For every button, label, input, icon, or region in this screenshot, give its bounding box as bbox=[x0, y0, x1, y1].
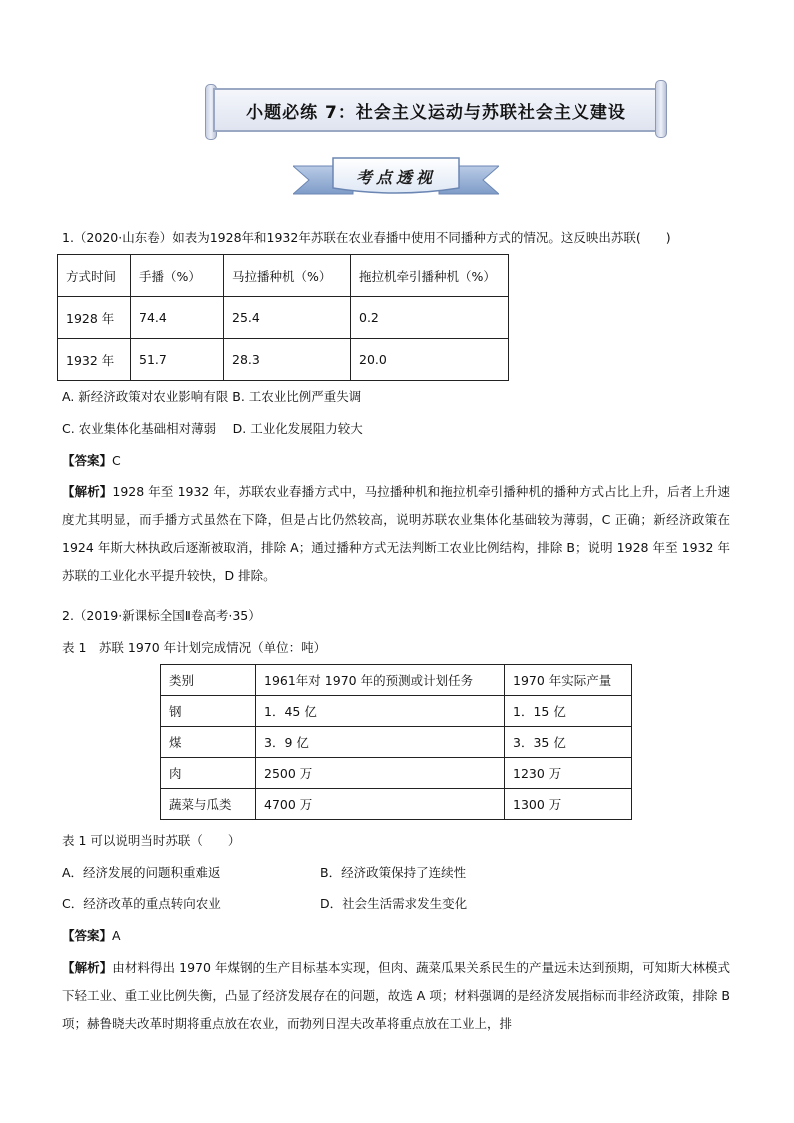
table-row bbox=[58, 339, 509, 381]
section-badge bbox=[293, 152, 499, 202]
table-cell: 1932 年 bbox=[58, 339, 131, 381]
answer-label: 【答案】 bbox=[62, 453, 113, 468]
title-banner bbox=[205, 80, 667, 142]
q2-analysis bbox=[62, 954, 730, 1038]
analysis-text: 由材料得出 1970 年煤钢的生产目标基本实现，但肉、蔬菜瓜果关系民生的产量远未达到预期，可知斯大林模式下轻工业、重工业比例失衡，凸显了经济发展存在的问题，故选 A 项；材料强调的是经济发展指标而非经济政策，排除 B 项；赫鲁晓夫改革时期将重点放在农业，而勃列日涅夫改革将重点放在工业上，排 bbox=[62, 960, 730, 1031]
table-cell: 20.0 bbox=[351, 339, 509, 381]
q1-stem: 1.（2020·山东卷）如表为1928年和1932年苏联在农业春播中使用不同播种方式的情况。这反映出苏联( ) bbox=[62, 230, 671, 245]
table-row bbox=[161, 696, 632, 727]
table-cell: 3．9 亿 bbox=[256, 727, 505, 758]
table-row bbox=[58, 297, 509, 339]
q2-stem: 2.（2019·新课标全国Ⅱ卷高考·35） bbox=[62, 608, 261, 623]
table-cell: 1．15 亿 bbox=[505, 696, 632, 727]
scroll-roll-right bbox=[655, 80, 667, 138]
q1-options-line1: A. 新经济政策对农业影响有限 B. 工农业比例严重失调 bbox=[62, 389, 362, 404]
table-cell: 煤 bbox=[161, 727, 256, 758]
table-cell: 1230 万 bbox=[505, 758, 632, 789]
table-cell: 28.3 bbox=[224, 339, 351, 381]
q2-table bbox=[160, 664, 632, 820]
q2-option-c: C．经济改革的重点转向农业 bbox=[62, 896, 221, 911]
table-header-cell: 类别 bbox=[161, 665, 256, 696]
title-box bbox=[213, 88, 659, 132]
table-row bbox=[161, 758, 632, 789]
table-cell: 1928 年 bbox=[58, 297, 131, 339]
table-cell: 25.4 bbox=[224, 297, 351, 339]
table-cell: 0.2 bbox=[351, 297, 509, 339]
table-header-cell: 1961年对 1970 年的预测或计划任务 bbox=[256, 665, 505, 696]
table-cell: 74.4 bbox=[131, 297, 224, 339]
analysis-text: 1928 年至 1932 年，苏联农业春播方式中，马拉播种机和拖拉机牵引播种机的播种方式占比上升，后者上升速度尤其明显，而手播方式虽然在下降，但是占比仍然较高，说明苏联农业集体化基础较为薄弱，C 正确；新经济政策在 1924 年斯大林执政后逐渐被取消，排除 A；通过播种方式无法判断工农业比例结构，排除 B；说明 1928 年至 1932 年苏联的工业化水平提升较快，D 排除。 bbox=[62, 484, 730, 583]
q1-options-line2: C. 农业集体化基础相对薄弱 D. 工业化发展阻力较大 bbox=[62, 421, 363, 436]
q2-question: 表 1 可以说明当时苏联（ ） bbox=[62, 833, 241, 848]
q1-answer bbox=[62, 453, 121, 469]
table-header-cell: 手播（%） bbox=[131, 255, 224, 297]
table-header-cell: 1970 年实际产量 bbox=[505, 665, 632, 696]
analysis-label: 【解析】 bbox=[62, 960, 113, 975]
q1-analysis bbox=[62, 478, 730, 590]
q2-option-b: B．经济政策保持了连续性 bbox=[320, 865, 467, 880]
answer-label: 【答案】 bbox=[62, 928, 113, 943]
q2-option-d: D．社会生活需求发生变化 bbox=[320, 896, 468, 911]
table-cell: 3．35 亿 bbox=[505, 727, 632, 758]
table-row bbox=[161, 727, 632, 758]
table-cell: 1．45 亿 bbox=[256, 696, 505, 727]
table-header-cell: 方式时间 bbox=[58, 255, 131, 297]
table-cell: 1300 万 bbox=[505, 789, 632, 820]
table-header-row bbox=[58, 255, 509, 297]
table-cell: 4700 万 bbox=[256, 789, 505, 820]
table-header-cell: 马拉播种机（%） bbox=[224, 255, 351, 297]
q2-option-a: A．经济发展的问题积重难返 bbox=[62, 865, 221, 880]
q2-answer bbox=[62, 928, 121, 944]
page-title: 小题必练 7：社会主义运动与苏联社会主义建设 bbox=[246, 102, 626, 123]
table-cell: 51.7 bbox=[131, 339, 224, 381]
table-cell: 钢 bbox=[161, 696, 256, 727]
answer-value: C bbox=[112, 453, 121, 468]
table-header-row bbox=[161, 665, 632, 696]
answer-value: A bbox=[112, 928, 121, 943]
q2-table-caption: 表 1 苏联 1970 年计划完成情况（单位：吨） bbox=[62, 640, 327, 655]
table-row bbox=[161, 789, 632, 820]
table-cell: 2500 万 bbox=[256, 758, 505, 789]
q1-table bbox=[57, 254, 509, 381]
table-cell: 蔬菜与瓜类 bbox=[161, 789, 256, 820]
analysis-label: 【解析】 bbox=[62, 484, 113, 499]
badge-label: 考点透视 bbox=[355, 167, 436, 187]
table-header-cell: 拖拉机牵引播种机（%） bbox=[351, 255, 509, 297]
table-cell: 肉 bbox=[161, 758, 256, 789]
